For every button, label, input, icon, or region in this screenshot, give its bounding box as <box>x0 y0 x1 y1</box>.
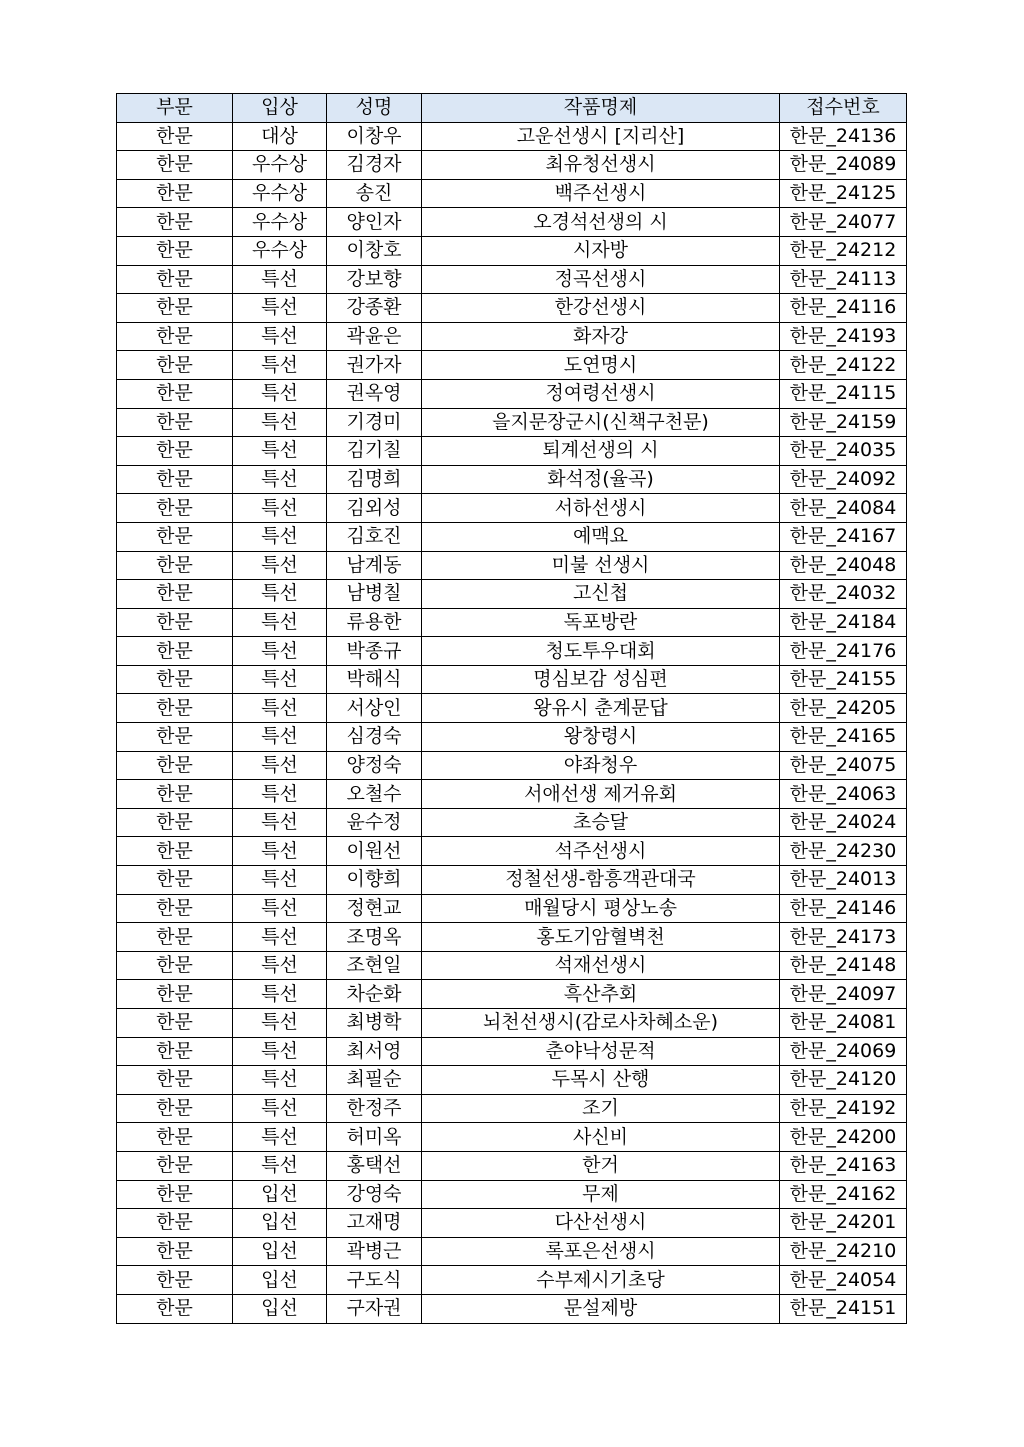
cell-division: 한문 <box>117 1151 233 1180</box>
table-row <box>117 808 907 837</box>
table-row <box>117 1237 907 1266</box>
cell-entry-number: 한문_24148 <box>780 951 907 980</box>
cell-work-title: 흑산추회 <box>422 980 780 1009</box>
cell-work-title: 화자강 <box>422 322 780 351</box>
cell-award: 특선 <box>233 265 327 294</box>
cell-division: 한문 <box>117 951 233 980</box>
cell-entry-number: 한문_24230 <box>780 837 907 866</box>
cell-name: 김외성 <box>327 494 422 523</box>
cell-division: 한문 <box>117 122 233 151</box>
cell-award: 특선 <box>233 894 327 923</box>
cell-award: 특선 <box>233 551 327 580</box>
table-row <box>117 179 907 208</box>
cell-entry-number: 한문_24210 <box>780 1237 907 1266</box>
cell-division: 한문 <box>117 437 233 466</box>
cell-award: 특선 <box>233 1094 327 1123</box>
cell-entry-number: 한문_24159 <box>780 408 907 437</box>
cell-award: 입선 <box>233 1237 327 1266</box>
table-row <box>117 751 907 780</box>
cell-name: 박해식 <box>327 665 422 694</box>
cell-division: 한문 <box>117 1266 233 1295</box>
cell-name: 윤수정 <box>327 808 422 837</box>
cell-division: 한문 <box>117 580 233 609</box>
table-row <box>117 694 907 723</box>
cell-award: 특선 <box>233 1009 327 1038</box>
cell-name: 기경미 <box>327 408 422 437</box>
cell-award: 특선 <box>233 1066 327 1095</box>
table-row <box>117 608 907 637</box>
cell-entry-number: 한문_24125 <box>780 179 907 208</box>
table-row <box>117 379 907 408</box>
header-entry-number: 접수번호 <box>780 94 907 123</box>
table-row <box>117 780 907 809</box>
table-row <box>117 923 907 952</box>
cell-division: 한문 <box>117 465 233 494</box>
cell-division: 한문 <box>117 522 233 551</box>
cell-name: 강종환 <box>327 294 422 323</box>
cell-entry-number: 한문_24120 <box>780 1066 907 1095</box>
table-row <box>117 1123 907 1152</box>
cell-name: 심경숙 <box>327 723 422 752</box>
cell-name: 권옥영 <box>327 379 422 408</box>
cell-work-title: 무제 <box>422 1180 780 1209</box>
table-body <box>117 122 907 1323</box>
cell-division: 한문 <box>117 637 233 666</box>
cell-name: 박종규 <box>327 637 422 666</box>
cell-division: 한문 <box>117 1237 233 1266</box>
cell-entry-number: 한문_24163 <box>780 1151 907 1180</box>
cell-entry-number: 한문_24097 <box>780 980 907 1009</box>
cell-name: 조명옥 <box>327 923 422 952</box>
cell-entry-number: 한문_24077 <box>780 208 907 237</box>
table-row <box>117 1009 907 1038</box>
cell-name: 곽병근 <box>327 1237 422 1266</box>
cell-division: 한문 <box>117 494 233 523</box>
cell-entry-number: 한문_24173 <box>780 923 907 952</box>
cell-name: 최필순 <box>327 1066 422 1095</box>
cell-work-title: 한강선생시 <box>422 294 780 323</box>
table-row <box>117 894 907 923</box>
cell-entry-number: 한문_24048 <box>780 551 907 580</box>
cell-division: 한문 <box>117 837 233 866</box>
cell-entry-number: 한문_24084 <box>780 494 907 523</box>
cell-work-title: 서애선생 제거유회 <box>422 780 780 809</box>
cell-division: 한문 <box>117 1066 233 1095</box>
table-row <box>117 1094 907 1123</box>
cell-entry-number: 한문_24116 <box>780 294 907 323</box>
cell-entry-number: 한문_24162 <box>780 1180 907 1209</box>
table-row <box>117 494 907 523</box>
cell-division: 한문 <box>117 1037 233 1066</box>
cell-work-title: 석재선생시 <box>422 951 780 980</box>
cell-entry-number: 한문_24054 <box>780 1266 907 1295</box>
cell-work-title: 야좌청우 <box>422 751 780 780</box>
cell-entry-number: 한문_24092 <box>780 465 907 494</box>
cell-award: 특선 <box>233 808 327 837</box>
cell-name: 곽윤은 <box>327 322 422 351</box>
cell-division: 한문 <box>117 322 233 351</box>
cell-entry-number: 한문_24069 <box>780 1037 907 1066</box>
cell-name: 양정숙 <box>327 751 422 780</box>
cell-division: 한문 <box>117 751 233 780</box>
table-row <box>117 236 907 265</box>
cell-entry-number: 한문_24184 <box>780 608 907 637</box>
cell-work-title: 사신비 <box>422 1123 780 1152</box>
cell-work-title: 뇌천선생시(감로사차혜소운) <box>422 1009 780 1038</box>
cell-work-title: 두목시 산행 <box>422 1066 780 1095</box>
cell-name: 최병학 <box>327 1009 422 1038</box>
cell-division: 한문 <box>117 608 233 637</box>
cell-award: 특선 <box>233 322 327 351</box>
cell-entry-number: 한문_24032 <box>780 580 907 609</box>
cell-work-title: 초승달 <box>422 808 780 837</box>
cell-division: 한문 <box>117 723 233 752</box>
cell-name: 구도식 <box>327 1266 422 1295</box>
table-row <box>117 437 907 466</box>
table-row <box>117 980 907 1009</box>
cell-division: 한문 <box>117 1123 233 1152</box>
cell-entry-number: 한문_24063 <box>780 780 907 809</box>
cell-name: 구자권 <box>327 1294 422 1323</box>
cell-division: 한문 <box>117 780 233 809</box>
cell-name: 양인자 <box>327 208 422 237</box>
table-row <box>117 294 907 323</box>
cell-work-title: 독포방란 <box>422 608 780 637</box>
cell-name: 강영숙 <box>327 1180 422 1209</box>
cell-award: 입선 <box>233 1209 327 1238</box>
cell-name: 서상인 <box>327 694 422 723</box>
table-row <box>117 351 907 380</box>
cell-division: 한문 <box>117 151 233 180</box>
cell-name: 고재명 <box>327 1209 422 1238</box>
table-row <box>117 408 907 437</box>
cell-name: 오철수 <box>327 780 422 809</box>
cell-name: 권가자 <box>327 351 422 380</box>
cell-name: 한정주 <box>327 1094 422 1123</box>
cell-work-title: 왕유시 춘계문답 <box>422 694 780 723</box>
cell-award: 대상 <box>233 122 327 151</box>
table-row <box>117 1209 907 1238</box>
cell-work-title: 고운선생시 [지리산] <box>422 122 780 151</box>
header-work-title: 작품명제 <box>422 94 780 123</box>
cell-division: 한문 <box>117 351 233 380</box>
cell-award: 특선 <box>233 1123 327 1152</box>
cell-award: 특선 <box>233 351 327 380</box>
cell-division: 한문 <box>117 923 233 952</box>
cell-work-title: 수부제시기초당 <box>422 1266 780 1295</box>
cell-division: 한문 <box>117 665 233 694</box>
cell-work-title: 문설제방 <box>422 1294 780 1323</box>
cell-division: 한문 <box>117 265 233 294</box>
cell-work-title: 최유청선생시 <box>422 151 780 180</box>
cell-division: 한문 <box>117 208 233 237</box>
cell-name: 이향희 <box>327 866 422 895</box>
cell-division: 한문 <box>117 808 233 837</box>
cell-entry-number: 한문_24115 <box>780 379 907 408</box>
cell-work-title: 도연명시 <box>422 351 780 380</box>
cell-entry-number: 한문_24151 <box>780 1294 907 1323</box>
cell-award: 특선 <box>233 608 327 637</box>
table-row <box>117 151 907 180</box>
cell-work-title: 춘야낙성문적 <box>422 1037 780 1066</box>
cell-work-title: 백주선생시 <box>422 179 780 208</box>
cell-entry-number: 한문_24201 <box>780 1209 907 1238</box>
cell-name: 송진 <box>327 179 422 208</box>
table-row <box>117 1151 907 1180</box>
cell-award: 특선 <box>233 694 327 723</box>
cell-division: 한문 <box>117 236 233 265</box>
cell-name: 류용한 <box>327 608 422 637</box>
cell-work-title: 화석정(율곡) <box>422 465 780 494</box>
table-row <box>117 837 907 866</box>
cell-work-title: 정여령선생시 <box>422 379 780 408</box>
cell-award: 특선 <box>233 980 327 1009</box>
cell-name: 이창호 <box>327 236 422 265</box>
table-row <box>117 665 907 694</box>
cell-division: 한문 <box>117 1180 233 1209</box>
table-row <box>117 1294 907 1323</box>
table-row <box>117 637 907 666</box>
cell-division: 한문 <box>117 179 233 208</box>
cell-name: 남병칠 <box>327 580 422 609</box>
cell-division: 한문 <box>117 1294 233 1323</box>
table-row <box>117 580 907 609</box>
cell-entry-number: 한문_24136 <box>780 122 907 151</box>
cell-work-title: 홍도기암혈벽천 <box>422 923 780 952</box>
cell-division: 한문 <box>117 980 233 1009</box>
cell-work-title: 조기 <box>422 1094 780 1123</box>
cell-entry-number: 한문_24089 <box>780 151 907 180</box>
cell-work-title: 정곡선생시 <box>422 265 780 294</box>
cell-award: 특선 <box>233 837 327 866</box>
cell-award: 우수상 <box>233 236 327 265</box>
cell-award: 특선 <box>233 494 327 523</box>
table-row <box>117 265 907 294</box>
cell-entry-number: 한문_24081 <box>780 1009 907 1038</box>
cell-work-title: 시자방 <box>422 236 780 265</box>
cell-award: 입선 <box>233 1266 327 1295</box>
cell-award: 우수상 <box>233 208 327 237</box>
cell-award: 입선 <box>233 1294 327 1323</box>
cell-name: 김경자 <box>327 151 422 180</box>
cell-division: 한문 <box>117 408 233 437</box>
cell-name: 최서영 <box>327 1037 422 1066</box>
cell-award: 특선 <box>233 780 327 809</box>
cell-work-title: 퇴계선생의 시 <box>422 437 780 466</box>
cell-division: 한문 <box>117 866 233 895</box>
table-row <box>117 208 907 237</box>
cell-work-title: 청도투우대회 <box>422 637 780 666</box>
cell-entry-number: 한문_24193 <box>780 322 907 351</box>
cell-work-title: 정철선생-함흥객관대국 <box>422 866 780 895</box>
cell-work-title: 석주선생시 <box>422 837 780 866</box>
cell-work-title: 명심보감 성심편 <box>422 665 780 694</box>
header-award: 입상 <box>233 94 327 123</box>
cell-work-title: 한거 <box>422 1151 780 1180</box>
cell-name: 이창우 <box>327 122 422 151</box>
header-name: 성명 <box>327 94 422 123</box>
cell-division: 한문 <box>117 894 233 923</box>
cell-award: 입선 <box>233 1180 327 1209</box>
table-row <box>117 951 907 980</box>
cell-name: 김호진 <box>327 522 422 551</box>
table-row <box>117 1180 907 1209</box>
cell-award: 특선 <box>233 665 327 694</box>
cell-work-title: 왕창령시 <box>422 723 780 752</box>
cell-award: 특선 <box>233 1151 327 1180</box>
cell-work-title: 고신첩 <box>422 580 780 609</box>
cell-award: 특선 <box>233 437 327 466</box>
cell-work-title: 록포은선생시 <box>422 1237 780 1266</box>
table-header-row <box>117 94 907 123</box>
cell-entry-number: 한문_24200 <box>780 1123 907 1152</box>
cell-name: 차순화 <box>327 980 422 1009</box>
cell-award: 특선 <box>233 580 327 609</box>
cell-work-title: 예맥요 <box>422 522 780 551</box>
table-row <box>117 122 907 151</box>
cell-work-title: 서하선생시 <box>422 494 780 523</box>
cell-entry-number: 한문_24155 <box>780 665 907 694</box>
cell-division: 한문 <box>117 1209 233 1238</box>
cell-work-title: 오경석선생의 시 <box>422 208 780 237</box>
table-row <box>117 465 907 494</box>
table-row <box>117 1037 907 1066</box>
cell-entry-number: 한문_24113 <box>780 265 907 294</box>
cell-entry-number: 한문_24205 <box>780 694 907 723</box>
cell-name: 강보향 <box>327 265 422 294</box>
cell-name: 김명희 <box>327 465 422 494</box>
cell-name: 허미옥 <box>327 1123 422 1152</box>
cell-award: 우수상 <box>233 179 327 208</box>
cell-work-title: 을지문장군시(신책구천문) <box>422 408 780 437</box>
cell-division: 한문 <box>117 379 233 408</box>
header-division: 부문 <box>117 94 233 123</box>
cell-entry-number: 한문_24035 <box>780 437 907 466</box>
table-row <box>117 322 907 351</box>
cell-entry-number: 한문_24192 <box>780 1094 907 1123</box>
cell-entry-number: 한문_24167 <box>780 522 907 551</box>
cell-entry-number: 한문_24146 <box>780 894 907 923</box>
cell-award: 특선 <box>233 1037 327 1066</box>
cell-work-title: 미불 선생시 <box>422 551 780 580</box>
table-row <box>117 522 907 551</box>
cell-award: 우수상 <box>233 151 327 180</box>
cell-entry-number: 한문_24122 <box>780 351 907 380</box>
cell-award: 특선 <box>233 951 327 980</box>
cell-entry-number: 한문_24165 <box>780 723 907 752</box>
cell-award: 특선 <box>233 723 327 752</box>
cell-name: 남계동 <box>327 551 422 580</box>
awards-table <box>116 93 907 1324</box>
cell-work-title: 매월당시 평상노송 <box>422 894 780 923</box>
cell-division: 한문 <box>117 551 233 580</box>
cell-entry-number: 한문_24075 <box>780 751 907 780</box>
cell-entry-number: 한문_24024 <box>780 808 907 837</box>
cell-entry-number: 한문_24176 <box>780 637 907 666</box>
cell-award: 특선 <box>233 465 327 494</box>
cell-award: 특선 <box>233 408 327 437</box>
cell-award: 특선 <box>233 923 327 952</box>
cell-division: 한문 <box>117 294 233 323</box>
table-row <box>117 1266 907 1295</box>
cell-award: 특선 <box>233 866 327 895</box>
cell-entry-number: 한문_24212 <box>780 236 907 265</box>
table-row <box>117 723 907 752</box>
cell-name: 이원선 <box>327 837 422 866</box>
cell-entry-number: 한문_24013 <box>780 866 907 895</box>
cell-division: 한문 <box>117 1009 233 1038</box>
table-row <box>117 1066 907 1095</box>
cell-division: 한문 <box>117 1094 233 1123</box>
cell-award: 특선 <box>233 294 327 323</box>
cell-name: 조현일 <box>327 951 422 980</box>
cell-award: 특선 <box>233 637 327 666</box>
cell-name: 홍택선 <box>327 1151 422 1180</box>
cell-name: 정현교 <box>327 894 422 923</box>
cell-award: 특선 <box>233 522 327 551</box>
cell-name: 김기칠 <box>327 437 422 466</box>
cell-award: 특선 <box>233 751 327 780</box>
cell-division: 한문 <box>117 694 233 723</box>
cell-award: 특선 <box>233 379 327 408</box>
table-row <box>117 866 907 895</box>
table-row <box>117 551 907 580</box>
cell-work-title: 다산선생시 <box>422 1209 780 1238</box>
